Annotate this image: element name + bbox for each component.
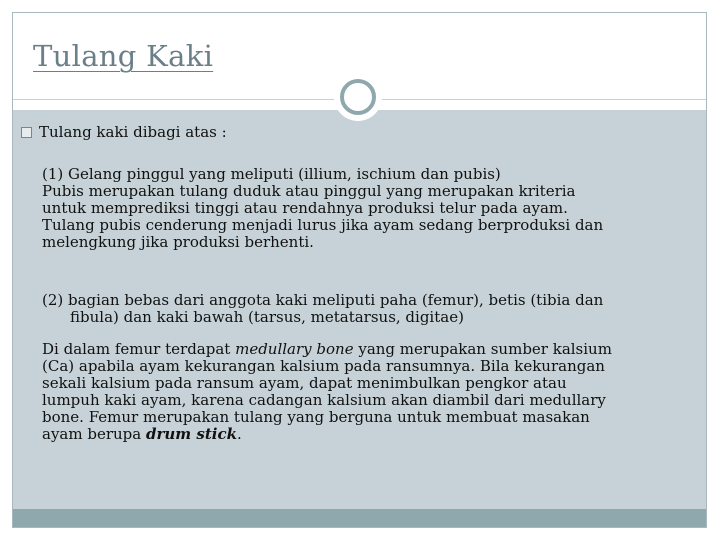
footer-bar — [13, 509, 706, 527]
paragraph-line: Pubis merupakan tulang duduk atau pinggul yang merupakan kriteria — [42, 182, 576, 200]
bullet-text: Tulang kaki dibagi atas : — [39, 123, 227, 141]
paragraph-line: Tulang pubis cenderung menjadi lurus jika ayam sedang berproduksi dan — [42, 216, 604, 234]
paragraph-pelvic-girdle — [42, 166, 692, 251]
paragraph-femur — [42, 341, 692, 443]
paragraph-line: (2) bagian bebas dari anggota kaki meliputi paha (femur), betis (tibia dan — [42, 291, 604, 309]
paragraph-line — [42, 341, 692, 358]
paragraph-line: sekali kalsium pada ransum ayam, dapat menimbulkan pengkor atau — [42, 374, 567, 392]
paragraph-line: (Ca) apabila ayam kekurangan kalsium pada ransumnya. Bila kekurangan — [42, 357, 605, 375]
text-fragment: . — [236, 425, 242, 443]
paragraph-line: fibula) dan kaki bawah (tarsus, metatarsus, digitae) — [70, 308, 464, 326]
text-fragment: Di dalam femur terdapat — [42, 340, 236, 358]
paragraph-line: bone. Femur merupakan tulang yang berguna untuk membuat masakan — [42, 408, 590, 426]
drum-stick-term: drum stick — [145, 425, 237, 443]
bullet-square-icon — [21, 127, 32, 138]
paragraph-line — [42, 426, 692, 443]
text-fragment: yang merupakan sumber kalsium — [353, 340, 612, 358]
paragraph-line: lumpuh kaki ayam, karena cadangan kalsium akan diambil dari medullary — [42, 391, 606, 409]
paragraph-free-limb — [42, 292, 692, 326]
text-fragment: ayam berupa — [42, 425, 146, 443]
slide-title: Tulang Kaki — [33, 39, 214, 73]
paragraph-line: untuk memprediksi tinggi atau rendahnya produksi telur pada ayam. — [42, 199, 568, 217]
circle-ornament-icon — [340, 79, 376, 115]
slide — [12, 12, 707, 528]
paragraph-line: (1) Gelang pinggul yang meliputi (illium, ischium dan pubis) — [42, 165, 501, 183]
medullary-bone-term: medullary bone — [235, 340, 354, 358]
paragraph-line: melengkung jika produksi berhenti. — [42, 233, 314, 251]
bullet-item — [21, 124, 227, 141]
